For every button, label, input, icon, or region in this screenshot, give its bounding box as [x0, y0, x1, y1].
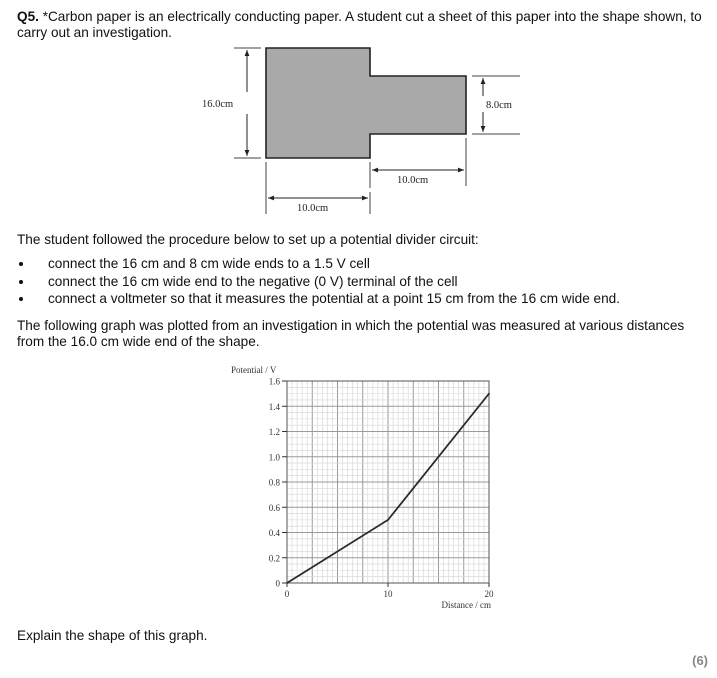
- question-prompt: Explain the shape of this graph.: [17, 628, 208, 643]
- height-8-label: 8.0cm: [486, 100, 512, 111]
- height-16-label: 16.0cm: [202, 99, 234, 110]
- data-point: [387, 519, 389, 521]
- list-item: connect the 16 cm and 8 cm wide ends to a 1.5 V cell: [17, 255, 620, 273]
- y-tick-label: 0.2: [268, 553, 280, 564]
- length-narrow-label: 10.0cm: [397, 175, 429, 186]
- x-tick-label: 0: [284, 589, 290, 599]
- y-tick-label: 1.6: [268, 376, 280, 387]
- x-axis-title: Distance / cm: [441, 600, 491, 610]
- graph-axes: [282, 381, 489, 587]
- graph-intro: The following graph was plotted from an investigation in which the potential was measured at various distances from the 16.0 cm wide end of the shape.: [17, 318, 685, 349]
- y-tick-label: 0: [275, 578, 280, 589]
- y-tick-label: 1.4: [268, 401, 280, 412]
- y-tick-label: 1.0: [268, 452, 280, 463]
- y-axis-title: Potential / V: [231, 365, 277, 375]
- y-tick-label: 1.2: [268, 427, 280, 437]
- question-stem: *Carbon paper is an electrically conducting paper. A student cut a sheet of this paper into the shape shown, to carry out an investigation.: [17, 9, 702, 40]
- list-item: connect a voltmeter so that it measures the potential at a point 15 cm from the 16 cm wide end.: [17, 290, 620, 308]
- x-tick-label: 20: [484, 589, 494, 599]
- x-tick-label: 10: [383, 589, 393, 599]
- list-item: connect the 16 cm wide end to the negative (0 V) terminal of the cell: [17, 273, 620, 291]
- question-number: Q5.: [17, 9, 39, 24]
- length-wide-label: 10.0cm: [297, 203, 329, 214]
- graph-grid: [287, 381, 489, 583]
- procedure-intro: The student followed the procedure below to set up a potential divider circuit:: [17, 232, 479, 247]
- marks-label: (6): [692, 653, 708, 668]
- y-tick-label: 0.8: [268, 477, 280, 488]
- y-tick-label: 0.6: [268, 502, 280, 513]
- data-point: [488, 393, 490, 395]
- y-tick-label: 0.4: [268, 528, 280, 538]
- data-point: [286, 582, 288, 584]
